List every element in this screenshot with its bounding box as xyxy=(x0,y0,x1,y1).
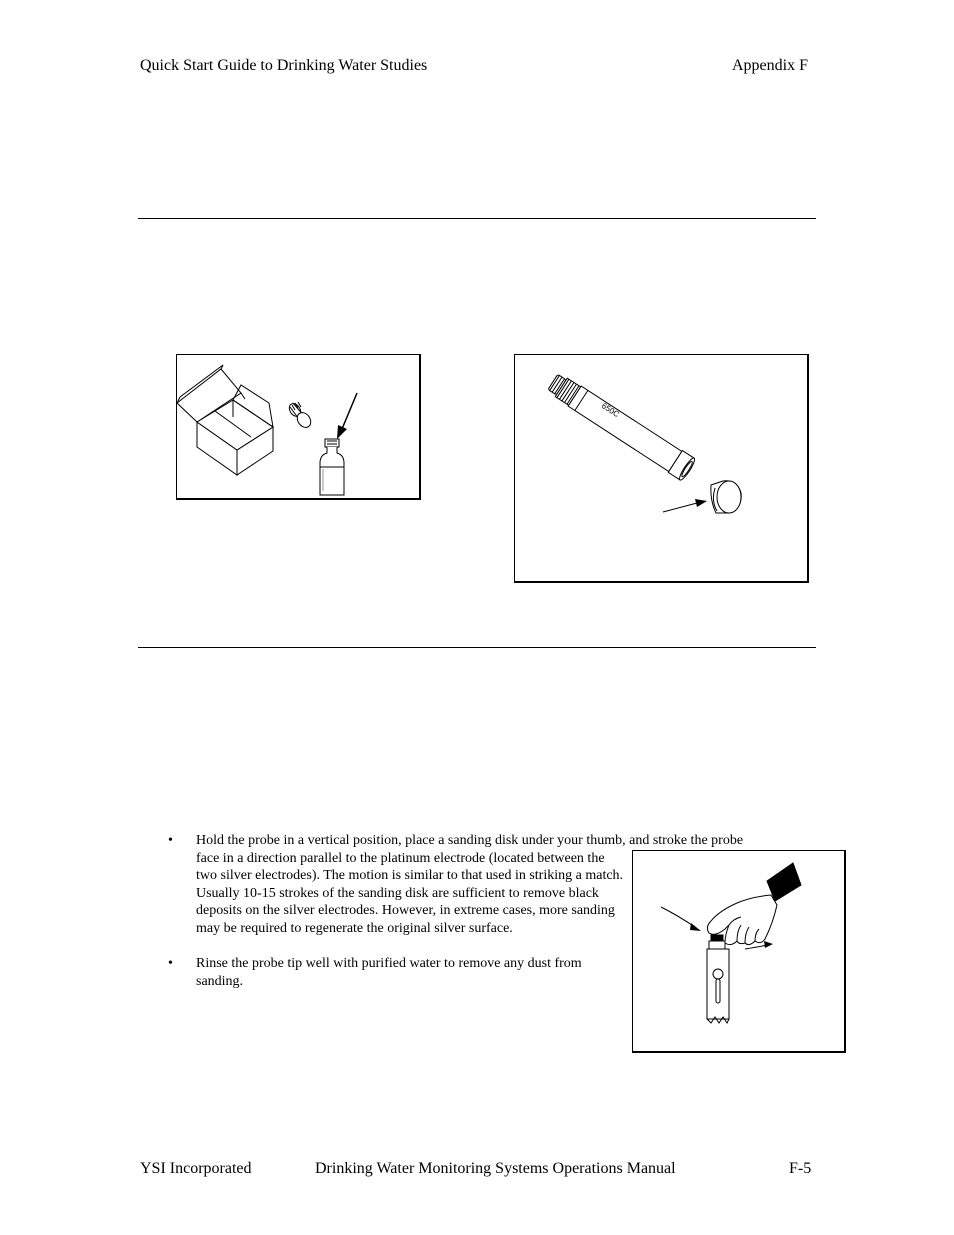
figure-probe-and-cap xyxy=(514,354,809,583)
footer-manual-title: Drinking Water Monitoring Systems Operations Manual xyxy=(315,1160,676,1177)
bullet-text: Rinse the probe tip well with purified water to remove any dust from sanding. xyxy=(196,956,582,989)
probe-cap-small xyxy=(287,401,314,430)
probe-cap xyxy=(711,481,741,513)
running-header-title: Quick Start Guide to Drinking Water Studies xyxy=(140,57,428,74)
stroke-arrow-left xyxy=(661,907,695,927)
probe-tip xyxy=(707,935,729,1023)
arrow-head-left xyxy=(690,923,701,931)
kit-box-bottle-illustration xyxy=(177,355,420,499)
bullet-text-continued: face in a direction parallel to the platinum electrode (located between the two silver electrodes). The motion is similar to that used in striking a match. Usually 10-15 strokes of the sanding disk are sufficient to remove black deposits on the silver electrodes. However, in extreme cases, more sanding may be required to regenerate the original silver surface. xyxy=(196,850,624,936)
footer-company: YSI Incorporated xyxy=(140,1160,252,1177)
probe-model-label: 650C xyxy=(599,401,621,420)
arrow-head-right xyxy=(764,941,773,948)
arrow-head-bottle xyxy=(337,425,347,439)
stroke-arrow-right xyxy=(745,945,767,949)
probe-body xyxy=(546,371,697,482)
running-header-appendix: Appendix F xyxy=(732,57,808,74)
bullet-icon: • xyxy=(168,833,173,848)
bullet-text-first-line: Hold the probe in a vertical position, place a sanding disk under your thumb, and stroke the probe xyxy=(196,833,744,848)
section-divider-top xyxy=(138,218,816,219)
arrow-head-cap xyxy=(695,499,707,507)
figure-sanding-probe xyxy=(632,850,846,1053)
solution-bottle xyxy=(320,439,344,495)
sanding-hand-illustration xyxy=(633,851,845,1052)
footer-page-number: F-5 xyxy=(789,1160,812,1177)
list-item xyxy=(164,955,624,990)
figure-kit-box-bottle xyxy=(176,354,421,500)
section-divider-bottom xyxy=(138,647,816,648)
sleeve-cuff xyxy=(767,863,801,901)
probe-cap-illustration xyxy=(515,355,808,582)
bullet-icon: • xyxy=(168,956,173,971)
